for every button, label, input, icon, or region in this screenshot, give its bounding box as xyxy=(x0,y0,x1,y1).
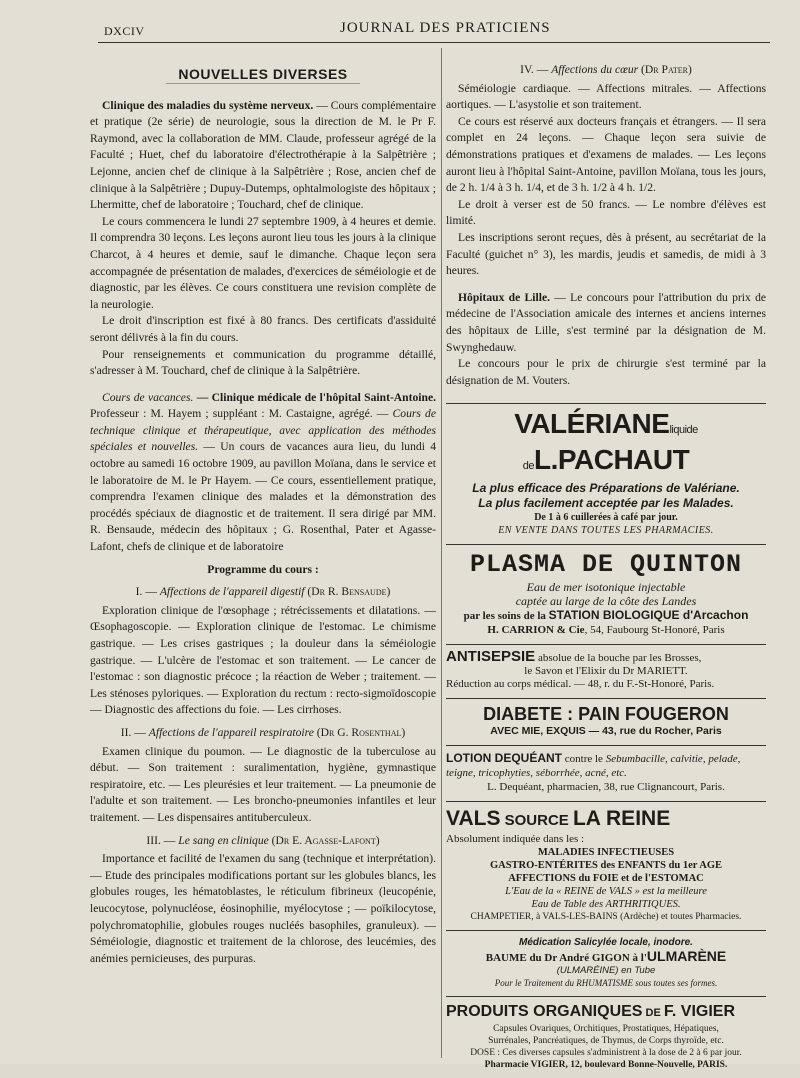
paragraph-course-dates: Le cours commencera le lundi 27 septembre 1909, à 4 heures et demie. Il comprendra 30 leçons. Les leçons auront lieu tous les jours à la clinique Charcot, à 4 heures et demie, sauf le dimanche. Chaque leçon sera accompagnée de présentation de malades, d'exercices de séméiologie et de diagnostic, par les élèves. Ce cours constituera une revision complète de la neurologie. xyxy=(90,214,436,311)
vigier-title: PRODUITS ORGANIQUES xyxy=(446,1003,643,1021)
ad-vals: VALS SOURCE LA REINE Absolument indiquée dans les : MALADIES INFECTIEUSES GASTRO-ENTÉRITES des ENFANTS du 1er AGE AFFECTIONS du FOIE et de l'ESTOMAC L'Eau de la « REINE de VALS » est la meilleure Eau de Table des ARTHRITIQUES. CHAMPETIER, à VALS-LES-BAINS (Ardèche) et toutes Pharmacies. xyxy=(446,802,766,931)
ad-valeriane: VALÉRIANEliquide deL.PACHAUT La plus efficace des Préparations de Valériane. La plus facilement acceptée par les Malades. De 1 à 6 cuillerées à café par jour. EN VENTE DANS TOUTES LES PHARMACIES. xyxy=(446,403,766,545)
paragraph-fees: Le droit d'inscription est fixé à 80 francs. Des certificats d'assiduité seront délivrés à la fin du cours. xyxy=(90,314,436,344)
paragraph-digestive: Exploration clinique de l'œsophage ; rétrécissements et dilatations. — Œsophagoscopie. — Exploration clinique de l'estomac. Le chimisme gastrique. — Les crises gastriques ; la douleur dans la séméiologie gastrique. — L'ulcère de l'estomac et son traitement. — Le cancer de l'estomac : son diagnostic précoce ; la réaction de Weber ; traitement. — Les sténoses pyloriques. — Exploration du rectum : recto-sigmoïdoscopie — Diagnostic des affections du foie. — Les cirrhoses. xyxy=(90,603,436,717)
left-column xyxy=(90,48,436,967)
ad-diabete: DIABETE : PAIN FOUGERON AVEC MIE, EXQUIS — 43, rue du Rocher, Paris xyxy=(446,699,766,746)
journal-title: JOURNAL DES PRATICIENS xyxy=(340,20,551,36)
antisepsie-title: ANTISEPSIE xyxy=(446,648,536,666)
section-heading-heart: IV. — Affections du cœur (Dr Pater) xyxy=(520,63,692,76)
section-heading-digestive: I. — Affections de l'appareil digestif (Dr R. Bensaude) xyxy=(135,585,391,599)
header-rule xyxy=(98,42,770,43)
ad-ulmarene: Médication Salicylée locale, inodore. BAUME du Dr André GIGON à l'ULMARÈNE (ULMARÉINE) en Tube Pour le Traitement du RHUMATISME sous toutes ses formes. xyxy=(446,931,766,997)
column-divider xyxy=(441,48,442,1058)
paragraph-inscriptions: Les inscriptions seront reçues, dès à présent, au secrétariat de la Faculté (guichet n° 3), les mardis, jeudis et samedis, de midi à 3 heures. xyxy=(446,230,766,278)
paragraph-contact: Pour renseignements et communication du programme détaillé, s'adresser à M. Touchard, chef de clinique à la Salpêtrière. xyxy=(90,347,436,378)
paragraph-respiratory: Examen clinique du poumon. — Le diagnostic de la tuberculose au début. — Son traitement : suralimentation, hygiène, gymnastique respiratoire, etc. — Les pleurésies et leur traitement. — La pneumonie de l'adulte et son traitement. — Les broncho-pneumonies infantiles et leur traitement. — Les dispensaires antituberculeux. xyxy=(90,744,436,824)
diabete-title: DIABETE : xyxy=(483,704,574,725)
paragraph-fee-right: Le droit à verser est de 50 francs. — Le nombre d'élèves est limité. xyxy=(446,197,766,228)
section-heading-blood: III. — Le sang en clinique (Dr E. Agasse-Lafont) xyxy=(146,833,380,847)
paragraph-reserved: Ce cours est réservé aux docteurs français et étrangers. — Il sera complet en 24 leçons. — Chaque leçon sera suivie de démonstrations pratiques et d'examens de malades. — Les leçons auront lieu à l'hôpital Saint-Antoine, pavillon Moïana, tous les jours, de 2 h. 1/4 à 3 h. 1/4, et de 3 h. 1/2 à 4 h. 1/2. xyxy=(446,114,766,195)
right-column xyxy=(446,62,766,1078)
ad-quinton: PLASMA DE QUINTON Eau de mer isotonique injectable captée au large de la côte des Landes par les soins de la STATION BIOLOGIQUE d'Arcachon H. CARRION & Cie, 54, Faubourg St-Honoré, Paris xyxy=(446,545,766,645)
dequeant-title: LOTION DEQUÉANT xyxy=(446,751,562,766)
paragraph-heart: Séméiologie cardiaque. — Affections mitrales. — Affections aortiques. — L'asystolie et son traitement. xyxy=(446,81,766,112)
paragraph-vacation-course: Cours de vacances. — Clinique médicale de l'hôpital Saint-Antoine. Professeur : M. Hayem ; suppléant : M. Castaigne, agrégé. — Cours de technique clinique et thérapeutique, avec application des méthodes spéciales et nouvelles. — Un cours de vacances aura lieu, du lundi 4 octobre au samedi 16 octobre 1909, au pavillon Moïana, dans le service et le laboratoire de M. le Pr Hayem. — Ce cours, essentiellement pratique, comprendra l'examen clinique des malades et la démonstration des procédés spéciaux de diagnostic et de traitement. Il sera dirigé par MM. R. Bensaude, médecin des hôpitaux ; G. Rosenthal, Pater et Agasse-Lafont, chefs de clinique et de laboratoire xyxy=(90,390,436,554)
paragraph-lille: Hôpitaux de Lille. — Le concours pour l'attribution du prix de médecine de l'Association amicale des internes et anciens internes des hôpitaux de Lille, s'est terminé par la désignation de M. Swynghedauw. xyxy=(446,290,767,354)
page-number: DXCIV xyxy=(104,24,145,38)
ulmarene-title: ULMARÈNE xyxy=(646,948,727,965)
vals-title: VALS xyxy=(446,807,501,831)
ad-dequeant: LOTION DEQUÉANT contre le Sebumbacille, calvitie, pelade, teigne, tricophyties, séborrhée, acné, etc. L. Dequéant, pharmacien, 38, rue Clignancourt, Paris. xyxy=(446,746,766,802)
ad-antisepsie: ANTISEPSIE absolue de la bouche par les Brosses, le Savon et l'Elixir du Dr MARIETT. Réduction au corps médical. — 48, r. du F.-St-Honoré, Paris. xyxy=(446,645,766,699)
pachaut-name: L.PACHAUT xyxy=(534,444,690,476)
ad-vigier: PRODUITS ORGANIQUES DE F. VIGIER Capsules Ovariques, Orchitiques, Prostatiques, Hépatiques, Surrénales, Pancréatiques, de Thymus, de Corps thyroïde, etc. DOSE : Ces diverses capsules s'administrent à la dose de 2 à 6 par jour. Pharmacie VIGIER, 12, boulevard Bonne-Nouvelle, PARIS. xyxy=(446,1003,742,1071)
paragraph-neurology: Clinique des maladies du système nerveux. — Cours complémentaire et pratique (2e série) de neurologie, sous la direction de M. le Pr F. Raymond, avec la collaboration de MM. Claude, professeur agrégé de la Faculté ; Huet, chef du laboratoire d'électrothérapie à la Salpêtrière ; Lejonne, ancien chef de clinique à la Salpêtrière ; Rose, ancien chef de clinique à la Salpêtrière ; Dupuy-Dutemps, ophtalmologiste des hôpitaux ; Lhermitte, chef de laboratoire ; Touchard, chef de clinique. xyxy=(90,98,436,212)
paragraph-surgery-prize: Le concours pour le prix de chirurgie s'est terminé par la désignation de M. Vouters. xyxy=(446,357,766,387)
quinton-title: PLASMA DE QUINTON xyxy=(469,550,743,580)
programme-title: Programme du cours : xyxy=(207,562,319,576)
section-title: NOUVELLES DIVERSES xyxy=(90,66,436,84)
section-heading-respiratory: II. — Affections de l'appareil respiratoire (Dr G. Rosenthal) xyxy=(120,725,406,739)
paragraph-blood: Importance et facilité de l'examen du sang (technique et interprétation). — Etude des principales modifications portant sur les globules blancs, les globules rouges, les hématoblastes, le réticulum fibrineux (leucopénie, leucocytose, polynucléose, éosinophilie, myélocytose ; — poïkilocytose, polychromatophilie, globules rouges nucléés basophiles, granuleux). — Séméiologie, diagnostic et traitement de la chlorose, des leucémies, des anémies pernicieuses, des purpuras. xyxy=(90,852,436,965)
valeriane-brand: VALÉRIANE xyxy=(514,408,670,440)
